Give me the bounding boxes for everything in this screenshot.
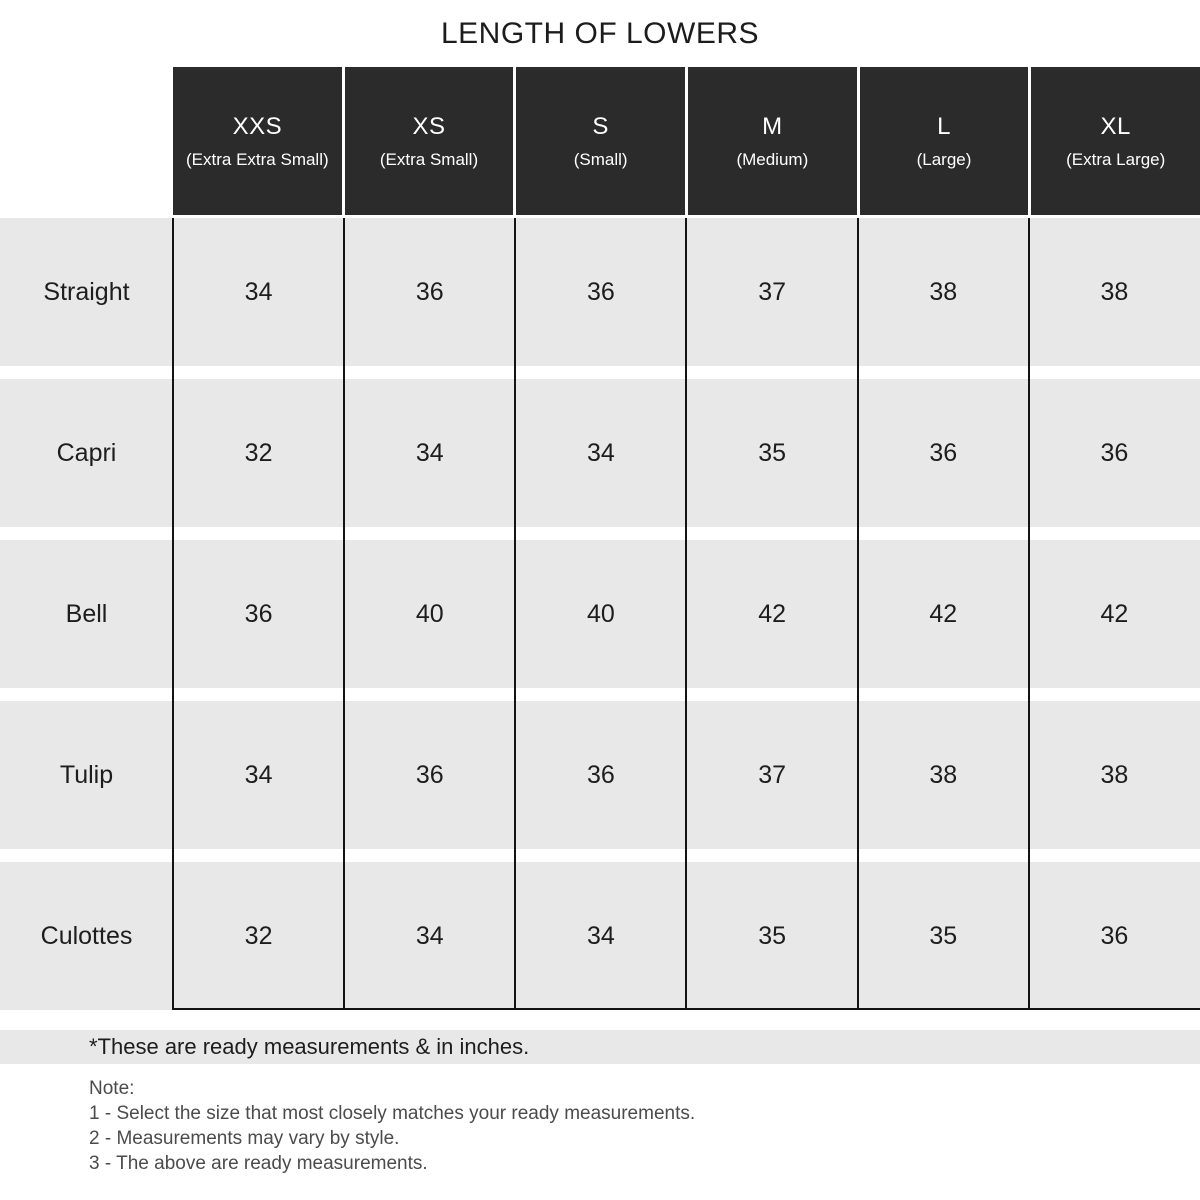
measurement-cell: 38	[858, 701, 1029, 849]
measurement-cell: 40	[515, 540, 686, 688]
notes-heading: Note:	[89, 1078, 135, 1099]
measurement-cell: 38	[1029, 218, 1200, 366]
table-row-capri	[0, 379, 1200, 527]
grid-line-vertical	[514, 218, 516, 1010]
footnote-text: *These are ready measurements & in inches.	[89, 1034, 530, 1059]
measurement-cell: 35	[858, 862, 1029, 1010]
column-header-xxs	[173, 67, 342, 215]
measurement-cell: 32	[173, 862, 344, 1010]
column-header-xs	[345, 67, 514, 215]
row-label: Tulip	[0, 701, 173, 849]
table-row-tulip	[0, 701, 1200, 849]
size-code: L	[937, 112, 951, 140]
measurement-cell: 37	[687, 218, 858, 366]
size-full-name: (Extra Large)	[1066, 149, 1166, 169]
size-full-name: (Small)	[573, 149, 628, 169]
column-header-xl	[1031, 67, 1200, 215]
size-full-name: (Medium)	[736, 149, 809, 169]
row-label: Capri	[0, 379, 173, 527]
size-code: XXS	[232, 112, 283, 140]
measurement-cell: 35	[687, 862, 858, 1010]
measurement-cell: 36	[515, 701, 686, 849]
size-table	[0, 67, 1200, 1010]
measurement-cell: 38	[1029, 701, 1200, 849]
size-code: S	[592, 112, 609, 140]
measurement-cell: 36	[858, 379, 1029, 527]
measurement-cell: 40	[344, 540, 515, 688]
grid-line-vertical	[857, 218, 859, 1010]
measurement-cell: 36	[1029, 862, 1200, 1010]
table-row-bell	[0, 540, 1200, 688]
grid-line-vertical	[343, 218, 345, 1010]
measurement-cell: 36	[515, 218, 686, 366]
note-item: 1 - Select the size that most closely matches your ready measurements.	[89, 1103, 696, 1124]
measurement-cell: 34	[173, 218, 344, 366]
grid-line-vertical	[1028, 218, 1030, 1010]
measurement-cell: 34	[173, 701, 344, 849]
size-code: XS	[412, 112, 446, 140]
measurement-cell: 34	[515, 862, 686, 1010]
table-row-culottes	[0, 862, 1200, 1010]
row-label: Culottes	[0, 862, 173, 1010]
measurement-cell: 35	[687, 379, 858, 527]
page-title: LENGTH OF LOWERS	[440, 17, 760, 50]
measurement-cell: 42	[858, 540, 1029, 688]
grid-line-vertical	[172, 218, 174, 1010]
measurement-cell: 36	[344, 701, 515, 849]
column-header-m	[688, 67, 857, 215]
column-header-s	[516, 67, 685, 215]
size-full-name: (Extra Extra Small)	[186, 149, 329, 169]
size-code: M	[762, 112, 783, 140]
measurement-cell: 42	[687, 540, 858, 688]
notes-section	[89, 1076, 1200, 1176]
grid-line-vertical	[685, 218, 687, 1010]
size-full-name: (Large)	[916, 149, 972, 169]
footnote-band	[0, 1030, 1200, 1064]
measurement-cell: 38	[858, 218, 1029, 366]
size-full-name: (Extra Small)	[379, 149, 479, 169]
row-label: Straight	[0, 218, 173, 366]
measurement-cell: 34	[515, 379, 686, 527]
table-body	[0, 218, 1200, 1010]
note-item: 2 - Measurements may vary by style.	[89, 1128, 400, 1149]
measurement-cell: 37	[687, 701, 858, 849]
measurement-cell: 36	[173, 540, 344, 688]
grid-line-bottom	[172, 1008, 1200, 1010]
row-label: Bell	[0, 540, 173, 688]
table-row-straight	[0, 218, 1200, 366]
table-header-row	[173, 67, 1200, 215]
note-item: 3 - The above are ready measurements.	[89, 1153, 428, 1174]
measurement-cell: 34	[344, 379, 515, 527]
column-header-l	[860, 67, 1029, 215]
measurement-cell: 32	[173, 379, 344, 527]
measurement-cell: 36	[1029, 379, 1200, 527]
size-code: XL	[1100, 112, 1131, 140]
measurement-cell: 36	[344, 218, 515, 366]
measurement-cell: 34	[344, 862, 515, 1010]
measurement-cell: 42	[1029, 540, 1200, 688]
